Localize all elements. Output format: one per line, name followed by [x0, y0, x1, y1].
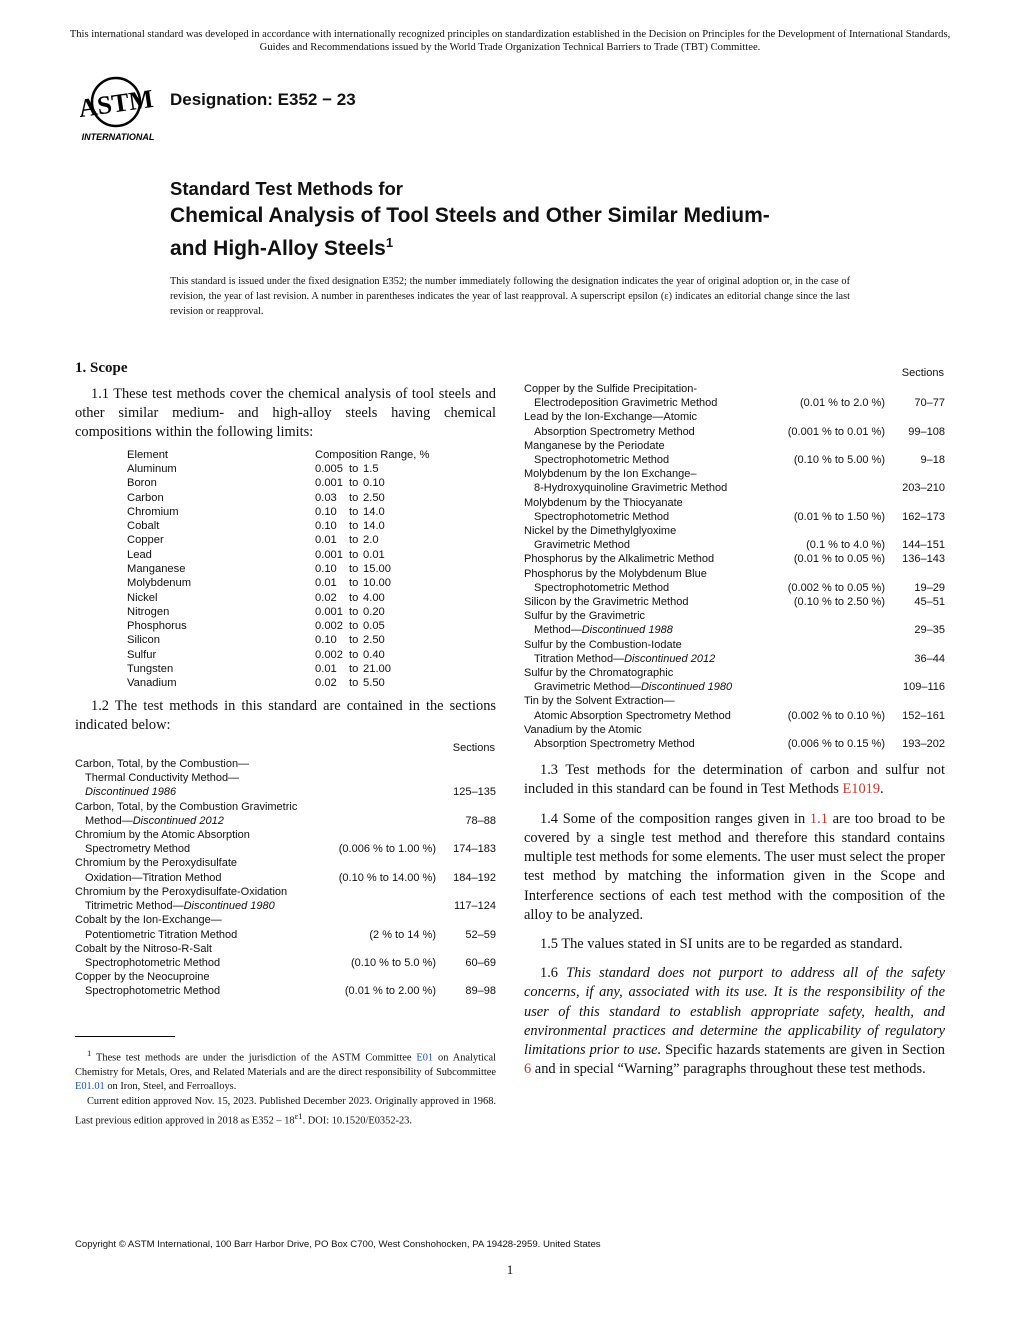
- range-min: 0.01: [315, 663, 337, 676]
- range-min: 0.10: [315, 520, 337, 533]
- method-row: [524, 410, 945, 438]
- range-max: 2.50: [363, 491, 385, 504]
- range-to: to: [349, 663, 359, 676]
- method-name: Chromium by the Atomic Absorption Spectrometry Method: [75, 829, 250, 856]
- composition-row: [127, 662, 429, 676]
- title-line-3: and High-Alloy Steels$^1$: [170, 235, 394, 260]
- method-sections: 203–210: [902, 482, 945, 495]
- method-name: Vanadium by the Atomic Absorption Spectrometry Method: [524, 723, 695, 751]
- range-max: 1.5: [363, 462, 379, 475]
- title-line-1: Standard Test Methods for: [170, 178, 403, 199]
- composition-row: [127, 576, 429, 590]
- document-title: [170, 175, 770, 262]
- element-name: Carbon: [127, 491, 164, 504]
- designation: Designation: E352 − 23: [170, 90, 356, 109]
- range-max: 0.05: [363, 620, 385, 633]
- composition-row: [127, 462, 429, 476]
- composition-header-row: [127, 448, 429, 462]
- element-name: Boron: [127, 477, 157, 490]
- method-sections: 184–192: [453, 871, 496, 884]
- logo-subtext: INTERNATIONAL: [81, 132, 155, 142]
- method-range: (0.006 % to 1.00 %): [338, 843, 436, 856]
- method-range: (0.002 % to 0.05 %): [787, 581, 885, 594]
- element-name: Sulfur: [127, 648, 157, 661]
- range-min: 0.03: [315, 491, 337, 504]
- method-sections: 117–124: [453, 900, 496, 913]
- composition-row: [127, 476, 429, 490]
- range-min: 0.01: [315, 534, 337, 547]
- para-1-4: 1.4 Some of the composition ranges given in 1.1 are too broad to be covered by a single test method and therefore this standard contains multiple test methods for some elements. The user must select the proper test method by matching the information given in the Scope and Interference sections of each test method with the composition of the alloy to be analyzed.: [524, 810, 945, 923]
- sections-label: Sections: [452, 742, 495, 755]
- method-range: (0.01 % to 0.05 %): [793, 553, 885, 566]
- element-name: Nickel: [127, 591, 158, 604]
- element-name: Tungsten: [127, 663, 174, 676]
- range-max: 10.00: [363, 577, 391, 590]
- method-sections: 29–35: [914, 624, 945, 637]
- method-sections: 89–98: [465, 985, 496, 998]
- method-row: [524, 496, 945, 524]
- range-header: Composition Range, %: [315, 448, 430, 461]
- method-range: (0.1 % to 4.0 %): [806, 539, 885, 552]
- para-1-1: 1.1 These test methods cover the chemical analysis of tool steels and other similar medium- and high-alloy steels having chemical compositions within the following limits:: [75, 386, 496, 441]
- range-to: to: [349, 548, 359, 561]
- para-1-6: 1.6 This standard does not purport to address all of the safety concerns, if any, associated with its use. It is the responsibility of the user of this standard to establish appropriate safety, health, and environmental practices and determine the applicability of regulatory limitations prior to use. Specific hazards statements are given in Section 6 and in special “Warning” paragraphs throughout these test methods.: [524, 965, 945, 1078]
- method-sections: 136–143: [902, 553, 945, 566]
- range-max: 15.00: [363, 562, 391, 575]
- range-max: 21.00: [363, 663, 391, 676]
- range-to: to: [349, 477, 359, 490]
- method-name: Copper by the Sulfide Precipitation- Electrodeposition Gravimetric Method: [524, 383, 718, 410]
- composition-row: [127, 491, 429, 505]
- method-row: [524, 467, 945, 495]
- method-sections: 144–151: [902, 539, 945, 552]
- range-to: to: [349, 505, 359, 518]
- range-to: to: [349, 648, 359, 661]
- method-row: [75, 757, 496, 800]
- method-sections: 125–135: [453, 786, 496, 799]
- para-1-5: 1.5 The values stated in SI units are to be regarded as standard.: [540, 935, 903, 952]
- method-name: Cobalt by the Nitroso-R-Salt Spectrophotometric Method: [75, 942, 221, 969]
- range-max: 0.20: [363, 605, 385, 618]
- range-min: 0.002: [315, 648, 343, 661]
- method-row: [524, 638, 945, 666]
- range-min: 0.02: [315, 591, 337, 604]
- range-max: 4.00: [363, 591, 385, 604]
- method-name: Sulfur by the Gravimetric Method—Discontinued 1988: [524, 610, 673, 637]
- right-column: [524, 365, 945, 1084]
- issue-statement: This standard is issued under the fixed designation E352; the number immediately following the designation indicates the year of original adoption or, in the case of revision, the year of last revision. A number in parentheses indicates the year of last reapproval. A superscript epsilon (ε) indicates an editorial change since the last revision or reapproval.: [170, 276, 850, 317]
- element-name: Silicon: [127, 634, 160, 647]
- range-min: 0.005: [315, 462, 343, 475]
- method-sections: 60–69: [465, 956, 496, 969]
- range-to: to: [349, 620, 359, 633]
- method-name: Molybdenum by the Ion Exchange– 8-Hydroxyquinoline Gravimetric Method: [524, 468, 728, 495]
- method-sections: 52–59: [465, 928, 496, 941]
- range-to: to: [349, 677, 359, 690]
- link-section-6[interactable]: 6: [524, 1061, 532, 1078]
- element-name: Phosphorus: [127, 620, 187, 633]
- method-row: [524, 694, 945, 722]
- method-range: (0.006 % to 0.15 %): [787, 738, 885, 751]
- method-range: [770, 666, 885, 694]
- astm-logo-icon: [76, 72, 160, 144]
- element-name: Vanadium: [127, 677, 177, 690]
- composition-row: [127, 605, 429, 619]
- range-max: 0.40: [363, 648, 385, 661]
- method-range: (0.01 % to 2.0 %): [800, 397, 885, 410]
- method-range: [770, 467, 885, 495]
- element-header: Element: [127, 448, 169, 461]
- range-min: 0.001: [315, 477, 343, 490]
- para-1-3: 1.3 Test methods for the determination of carbon and sulfur not included in this standard can be found in Test Methods E1019.: [524, 762, 945, 798]
- range-min: 0.10: [315, 634, 337, 647]
- method-sections: 109–116: [902, 681, 945, 694]
- range-min: 0.02: [315, 677, 337, 690]
- wto-notice: This international standard was developed in accordance with internationally recognized principles on standardization established in the Decision on Principles for the Development of International Standards, Guides and Recommendations issued by the World Trade Organization Technical Barriers to Trade (TBT) Committee.: [69, 29, 951, 53]
- method-name: Manganese by the Periodate Spectrophotometric Method: [524, 439, 670, 467]
- method-row: [524, 552, 945, 566]
- method-row: [75, 885, 496, 913]
- method-range: (0.002 % to 0.10 %): [787, 709, 885, 722]
- range-to: to: [349, 534, 359, 547]
- element-name: Lead: [127, 548, 152, 561]
- method-row: [524, 567, 945, 595]
- method-name: Copper by the Neocuproine Spectrophotometric Method: [75, 971, 221, 998]
- method-sections: 36–44: [914, 652, 945, 665]
- element-name: Copper: [127, 534, 164, 547]
- method-sections: 152–161: [902, 709, 945, 722]
- method-name: Sulfur by the Chromatographic Gravimetric Method—Discontinued 1980: [524, 667, 733, 694]
- method-range: [321, 757, 436, 800]
- scope-heading: 1. Scope: [75, 360, 128, 376]
- method-row: [524, 609, 945, 637]
- method-sections: 99–108: [908, 425, 945, 438]
- range-max: 2.50: [363, 634, 385, 647]
- method-name: Chromium by the Peroxydisulfate Oxidation—Titration Method: [75, 857, 238, 884]
- method-row: [524, 595, 945, 609]
- method-range: (0.10 % to 2.50 %): [793, 596, 885, 609]
- range-min: 0.001: [315, 548, 343, 561]
- method-name: Carbon, Total, by the Combustion— Thermal Conductivity Method— Discontinued 1986: [75, 758, 250, 799]
- method-row: [75, 856, 496, 884]
- range-to: to: [349, 634, 359, 647]
- method-row: [524, 723, 945, 751]
- method-row: [524, 666, 945, 694]
- range-min: 0.01: [315, 577, 337, 590]
- link-committee-e01[interactable]: E01: [416, 1052, 434, 1064]
- element-name: Cobalt: [127, 520, 160, 533]
- method-range: (0.10 % to 5.00 %): [793, 454, 885, 467]
- composition-row: [127, 676, 429, 690]
- composition-row: [127, 648, 429, 662]
- method-range: [321, 800, 436, 828]
- copyright: Copyright © ASTM International, 100 Barr Harbor Drive, PO Box C700, West Conshohocken, PA 19428-2959. United States: [75, 1239, 601, 1250]
- range-to: to: [349, 562, 359, 575]
- method-name: Tin by the Solvent Extraction— Atomic Absorption Spectrometry Method: [524, 695, 731, 722]
- footnote: [75, 1046, 496, 1129]
- range-max: 2.0: [363, 534, 379, 547]
- range-to: to: [349, 520, 359, 533]
- method-name: Molybdenum by the Thiocyanate Spectrophotometric Method: [524, 496, 683, 523]
- page-number: 1: [506, 1262, 514, 1277]
- method-name: Phosphorus by the Molybdenum Blue Spectrophotometric Method: [524, 567, 707, 594]
- link-subcommittee-e0101[interactable]: E01.01: [75, 1081, 105, 1093]
- title-footnote-mark: 1: [385, 235, 394, 250]
- method-name: Phosphorus by the Alkalimetric Method: [524, 553, 715, 566]
- method-row: [75, 913, 496, 941]
- method-sections: 174–183: [453, 843, 496, 856]
- composition-row: [127, 633, 429, 647]
- element-name: Manganese: [127, 562, 186, 575]
- range-max: 5.50: [363, 677, 385, 690]
- composition-row: [127, 619, 429, 633]
- range-max: 14.0: [363, 505, 385, 518]
- left-column: [75, 360, 496, 999]
- method-name: Carbon, Total, by the Combustion Gravimetric Method—Discontinued 2012: [75, 800, 298, 827]
- method-name: Lead by the Ion-Exchange—Atomic Absorption Spectrometry Method: [524, 411, 698, 438]
- method-range: [770, 609, 885, 637]
- method-sections: 9–18: [920, 454, 945, 467]
- method-row: [75, 800, 496, 828]
- range-max: 14.0: [363, 520, 385, 533]
- composition-table: [127, 448, 429, 691]
- sections-label-right: Sections: [901, 367, 944, 379]
- logo-text: ASTM: [76, 83, 156, 124]
- method-range: (0.10 % to 14.00 %): [338, 871, 436, 884]
- element-name: Molybdenum: [127, 577, 192, 590]
- composition-row: [127, 505, 429, 519]
- method-row: [524, 382, 945, 410]
- para-1-2: 1.2 The test methods in this standard are contained in the sections indicated below:: [75, 697, 496, 733]
- range-to: to: [349, 591, 359, 604]
- element-name: Nitrogen: [127, 605, 170, 618]
- method-range: (2 % to 14 %): [369, 928, 436, 941]
- footnote-edition: Current edition approved Nov. 15, 2023. Published December 2023. Originally approved in 1968. Last previous edition approved in 2018 as $E352 - 18^{\varepsilon 1}$. DOI: 10.1520/E0352-23.: [75, 1095, 496, 1127]
- range-max: 0.10: [363, 477, 385, 490]
- title-line-2: Chemical Analysis of Tool Steels and Other Similar Medium-: [170, 204, 770, 227]
- composition-row: [127, 533, 429, 547]
- range-min: 0.10: [315, 562, 337, 575]
- method-row: [75, 942, 496, 970]
- method-row: [75, 828, 496, 856]
- method-name: Nickel by the Dimethylglyoxime Gravimetric Method: [524, 525, 677, 552]
- range-to: to: [349, 577, 359, 590]
- methods-table-right: [524, 365, 945, 751]
- method-name: Chromium by the Peroxydisulfate-Oxidation Titrimetric Method—Discontinued 1980: [75, 885, 288, 913]
- method-row: [75, 970, 496, 998]
- range-min: 0.002: [315, 620, 343, 633]
- composition-row: [127, 562, 429, 576]
- link-section-1-1[interactable]: 1.1: [809, 810, 828, 827]
- element-name: Chromium: [127, 505, 179, 518]
- method-range: (0.001 % to 0.01 %): [787, 425, 885, 438]
- range-to: to: [349, 491, 359, 504]
- method-sections: 19–29: [914, 581, 945, 594]
- composition-row: [127, 519, 429, 533]
- range-min: 0.10: [315, 505, 337, 518]
- method-name: Sulfur by the Combustion-Iodate Titration Method—Discontinued 2012: [524, 638, 716, 665]
- method-row: [524, 524, 945, 552]
- range-to: to: [349, 605, 359, 618]
- method-range: (0.01 % to 2.00 %): [344, 985, 436, 998]
- method-sections: 162–173: [902, 510, 945, 523]
- footnote-divider: [75, 1036, 175, 1037]
- composition-row: [127, 548, 429, 562]
- method-name: Cobalt by the Ion-Exchange— Potentiometric Titration Method: [75, 914, 238, 941]
- method-row: [524, 439, 945, 467]
- method-sections: 45–51: [914, 596, 945, 609]
- element-name: Aluminum: [127, 462, 177, 475]
- method-name: Silicon by the Gravimetric Method: [524, 596, 689, 609]
- method-sections: 193–202: [902, 738, 945, 751]
- composition-row: [127, 591, 429, 605]
- method-range: [321, 885, 436, 913]
- range-to: to: [349, 462, 359, 475]
- method-range: [770, 638, 885, 666]
- method-range: (0.01 % to 1.50 %): [793, 510, 885, 523]
- methods-table-left: [75, 740, 496, 998]
- range-max: 0.01: [363, 548, 385, 561]
- range-min: 0.001: [315, 605, 343, 618]
- method-sections: 70–77: [914, 397, 945, 410]
- method-range: (0.10 % to 5.0 %): [351, 956, 436, 969]
- method-sections: 78–88: [465, 814, 496, 827]
- footnote-1: $^1$ These test methods are under the jurisdiction of the ASTM Committee E01 on Analytical Chemistry for Metals, Ores, and Related Materials and are the direct responsibility of Subcommittee E01.01 on Iron, Steel, and Ferroalloys.: [75, 1048, 497, 1093]
- link-e1019[interactable]: E1019: [842, 781, 881, 798]
